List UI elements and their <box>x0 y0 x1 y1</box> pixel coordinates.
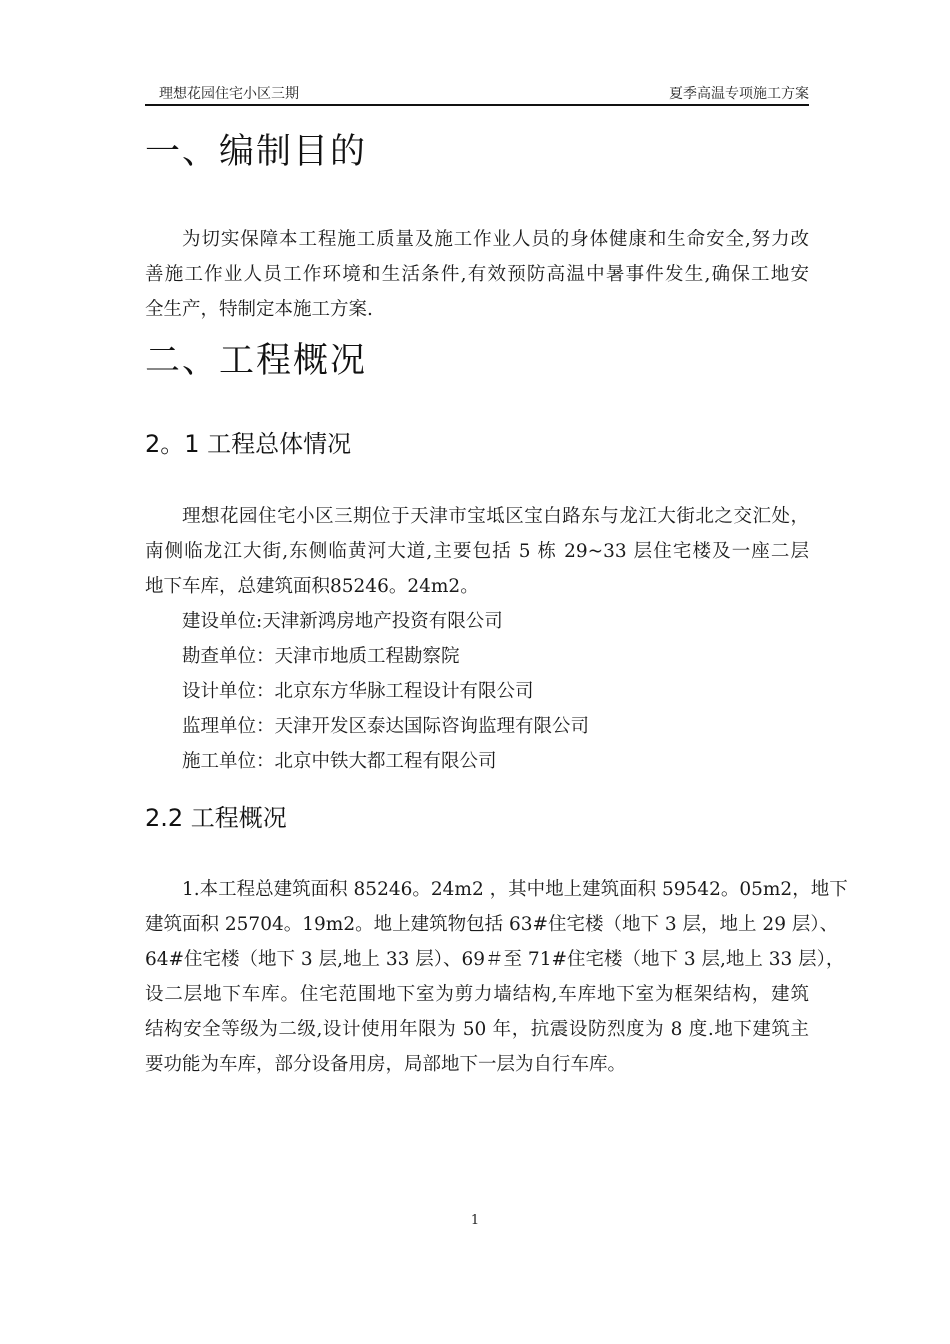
page-header <box>145 84 809 104</box>
paragraph-line: 为切实保障本工程施工质量及施工作业人员的身体健康和生命安全,努力改 <box>182 229 809 250</box>
paragraph-line: 要功能为车库，部分设备用房，局部地下一层为自行车库。 <box>145 1054 627 1075</box>
unit-contractor: 施工单位：北京中铁大都工程有限公司 <box>182 751 497 772</box>
section-1-paragraph <box>145 222 809 327</box>
paragraph-line: 建筑面积 25704。19m2。地上建筑物包括 63#住宅楼（地下 3 层，地上 29 层）、 <box>145 914 839 935</box>
unit-supervision: 监理单位：天津开发区泰达国际咨询监理有限公司 <box>182 716 590 737</box>
subsection-2-2-paragraph <box>145 872 848 1082</box>
unit-construction: 建设单位:天津新鸿房地产投资有限公司 <box>182 611 503 632</box>
paragraph-line: 理想花园住宅小区三期位于天津市宝坻区宝白路东与龙江大街北之交汇处， <box>182 506 809 527</box>
paragraph-line: 善施工作业人员工作环境和生活条件,有效预防高温中暑事件发生,确保工地安 <box>145 264 809 285</box>
paragraph-line: 1.本工程总建筑面积 85246。24m2 ，其中地上建筑面积 59542。05m2，地下 <box>182 879 848 900</box>
paragraph-line: 结构安全等级为二级,设计使用年限为 50 年，抗震设防烈度为 8 度.地下建筑主 <box>145 1019 809 1040</box>
subsection-2-1-paragraph <box>145 499 809 604</box>
page-number: 1 <box>470 1213 480 1228</box>
unit-survey: 勘查单位：天津市地质工程勘察院 <box>182 646 460 667</box>
unit-design: 设计单位：北京东方华脉工程设计有限公司 <box>182 681 534 702</box>
paragraph-line: 设二层地下车库。住宅范围地下室为剪力墙结构,车库地下室为框架结构，建筑 <box>145 984 809 1005</box>
section-2-heading: 二、工程概况 <box>145 341 368 381</box>
header-divider <box>145 104 809 106</box>
header-document-title: 夏季高温专项施工方案 <box>669 86 809 102</box>
paragraph-line: 南侧临龙江大街,东侧临黄河大道,主要包括 5 栋 29~33 层住宅楼及一座二层 <box>145 541 809 562</box>
paragraph-line: 64#住宅楼（地下 3 层,地上 33 层）、69＃至 71#住宅楼（地下 3 层,地上 33 层）， <box>145 949 845 970</box>
paragraph-line: 地下车库，总建筑面积85246。24m2。 <box>145 576 479 597</box>
header-project-name: 理想花园住宅小区三期 <box>159 86 299 102</box>
subsection-2-1-heading: 2。1 工程总体情况 <box>145 430 352 458</box>
paragraph-line: 全生产，特制定本施工方案. <box>145 299 373 320</box>
subsection-2-2-heading: 2.2 工程概况 <box>145 804 287 832</box>
section-1-heading: 一、编制目的 <box>145 132 368 172</box>
